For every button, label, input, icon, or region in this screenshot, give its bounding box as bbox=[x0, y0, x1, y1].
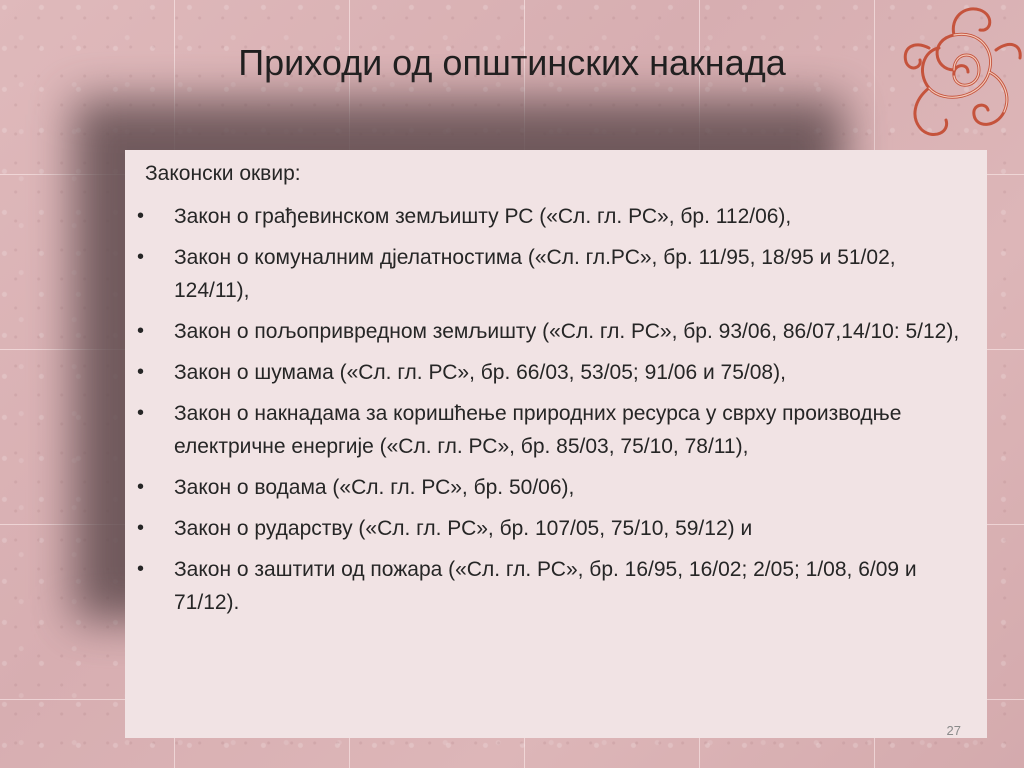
list-item bbox=[131, 200, 969, 233]
list-item bbox=[131, 315, 969, 348]
bullet-icon: • bbox=[137, 361, 145, 383]
intro-text: Законски оквир: bbox=[145, 162, 301, 185]
bullet-icon: • bbox=[137, 402, 145, 424]
slide-title: Приходи од општинских накнада bbox=[238, 42, 786, 83]
bullet-icon: • bbox=[137, 476, 145, 498]
list-item bbox=[131, 356, 969, 389]
bullet-icon: • bbox=[137, 205, 145, 227]
list-item bbox=[131, 553, 969, 619]
bullet-icon: • bbox=[137, 517, 145, 539]
bullet-icon: • bbox=[137, 558, 145, 580]
content-box bbox=[125, 150, 987, 738]
law-list bbox=[131, 200, 969, 619]
law-text: Закон о заштити од пожара («Сл. гл. РС», бр. 16/95, 16/02; 2/05; 1/08, 6/09 и 71/12). bbox=[174, 558, 917, 614]
list-item bbox=[131, 512, 969, 545]
page-number: 27 bbox=[946, 723, 961, 738]
law-text: Закон о водама («Сл. гл. РС», бр. 50/06), bbox=[174, 476, 575, 499]
law-text: Закон о накнадама за коришћење природних ресурса у сврху производње електричне енергије («Сл. гл. РС», бр. 85/03, 75/10, 78/11), bbox=[174, 402, 902, 458]
bullet-icon: • bbox=[137, 246, 145, 268]
law-text: Закон о комуналним дјелатностима («Сл. гл.РС», бр. 11/95, 18/95 и 51/02, 124/11), bbox=[174, 246, 896, 302]
bullet-icon: • bbox=[137, 320, 145, 342]
law-text: Закон о рударству («Сл. гл. РС», бр. 107/05, 75/10, 59/12) и bbox=[174, 517, 753, 540]
list-item bbox=[131, 471, 969, 504]
law-text: Закон о шумама («Сл. гл. РС», бр. 66/03, 53/05; 91/06 и 75/08), bbox=[174, 361, 786, 384]
list-item bbox=[131, 397, 969, 463]
law-text: Закон о пољопривредном земљишту («Сл. гл. РС», бр. 93/06, 86/07,14/10: 5/12), bbox=[174, 320, 960, 343]
law-text: Закон о грађевинском земљишту РС («Сл. гл. РС», бр. 112/06), bbox=[174, 205, 792, 228]
list-item bbox=[131, 241, 969, 307]
